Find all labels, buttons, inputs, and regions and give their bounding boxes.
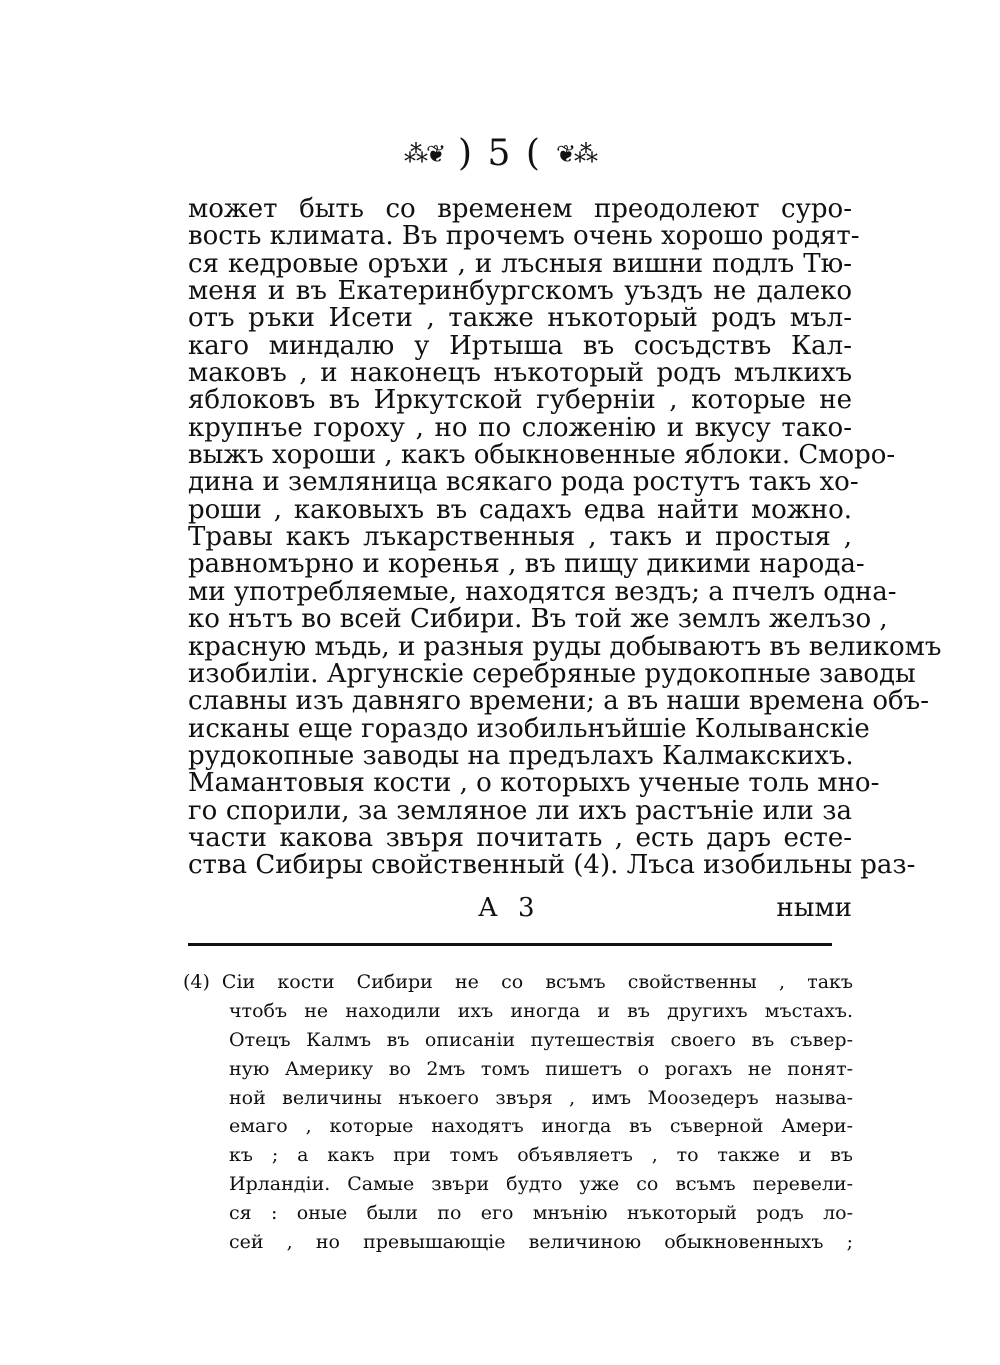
text-line: дина и земляница всякаго рода ростутъ такъ хо- (188, 467, 859, 498)
footnote-divider (188, 943, 832, 946)
text-line: роши , каковыхъ въ садахъ едва найти можно. (188, 494, 852, 525)
text-line: отъ ръки Исети , также нъкоторый родъ мъл- (188, 303, 852, 334)
text-line: ко нътъ во всей Сибири. Въ той же землъ желъзо , (188, 604, 888, 635)
footnote-line: Ирландiи. Самые звъри будто уже со всъмъ перевели- (229, 1173, 853, 1196)
footnote-line: сей , но превышающiе величиною обыкновенныхъ ; (229, 1231, 853, 1254)
text-line: славны изъ давняго времени; а въ наши времена объ- (188, 686, 930, 717)
text-line: каго миндалю у Иртыша въ сосъдствъ Кал- (188, 330, 852, 361)
text-line: маковъ , и наконецъ нъкоторый родъ мълкихъ (188, 358, 852, 389)
text-line: исканы еще гораздо изобильнъйшiе Колыванскiе (188, 713, 870, 744)
signature-row (188, 893, 852, 923)
text-line: яблоковъ въ Иркутской губернiи , которые не (188, 385, 852, 416)
text-line: выжъ хороши , какъ обыкновенные яблоки. Сморо- (188, 440, 896, 471)
footnote-line-text: Сiи кости Сибири не со всъмъ свойственны , такъ (221, 971, 853, 993)
footnote-line: ной величины нъкоего звъря , имъ Моозедеръ называ- (229, 1086, 853, 1109)
footnote-line: ную Америку во 2мъ томъ пишетъ о рогахъ не понят- (229, 1057, 853, 1080)
text-line: вость климата. Въ прочемъ очень хорошо родят- (188, 221, 860, 252)
footnote-line: чтобъ не находили ихъ иногда и въ другихъ мъстахъ. (229, 999, 853, 1022)
text-line: го спорили, за земляное ли ихъ растънiе или за (188, 795, 852, 826)
text-line: равномърно и коренья , въ пищу дикими народа- (188, 549, 865, 580)
text-line: красную мъдь, и разныя руды добываютъ въ великомъ (188, 631, 942, 662)
footnote-line: къ ; а какъ при томъ объявляетъ , то также и въ (229, 1144, 853, 1167)
footnote-marker: (4) (183, 971, 210, 993)
text-line: меня и въ Екатеринбургскомъ уъздъ не далеко (188, 276, 852, 307)
text-line: части какова звъря почитать , есть даръ есте- (188, 822, 852, 853)
page-header (0, 133, 1000, 174)
footnote-line: Отецъ Калмъ въ описанiи путешествiя своего въ съвер- (229, 1028, 853, 1051)
printer-signature: А 3 (478, 893, 541, 923)
right-ornament: ❦⁂ (555, 139, 597, 168)
footnote-line: емаго , которые находятъ иногда въ съверной Амери- (229, 1115, 853, 1138)
text-line: изобилiи. Аргунскiе серебряные рудокопные заводы (188, 658, 916, 689)
text-line: может быть со временем преодолеют суро- (188, 194, 852, 224)
text-line: ства Сибиры свойственный (4). Лъса изобильны раз- (188, 850, 916, 881)
text-line: крупнъе гороху , но по сложенiю и вкусу тако- (188, 412, 852, 443)
left-ornament: ⁂❦ (403, 139, 445, 168)
catchword: ными (776, 893, 852, 923)
footnote-line: ся : оные были по его мнънiю нъкоторый родъ ло- (229, 1202, 853, 1225)
footnote-line (183, 968, 853, 997)
page-number: ) 5 ( (458, 133, 542, 174)
text-line: ми употребляемые, находятся вездъ; а пчелъ одна- (188, 576, 897, 607)
text-line: ся кедровые оръхи , и лъсныя вишни подлъ Тю- (188, 248, 852, 279)
text-line: Травы какъ лъкарственныя , такъ и простыя , (188, 522, 852, 553)
main-text (188, 194, 942, 881)
text-line: рудокопные заводы на предълахъ Калмакскихъ. (188, 740, 854, 771)
footnote (183, 968, 853, 1257)
text-line: Мамантовыя кости , о которыхъ ученые толь мно- (188, 768, 880, 799)
